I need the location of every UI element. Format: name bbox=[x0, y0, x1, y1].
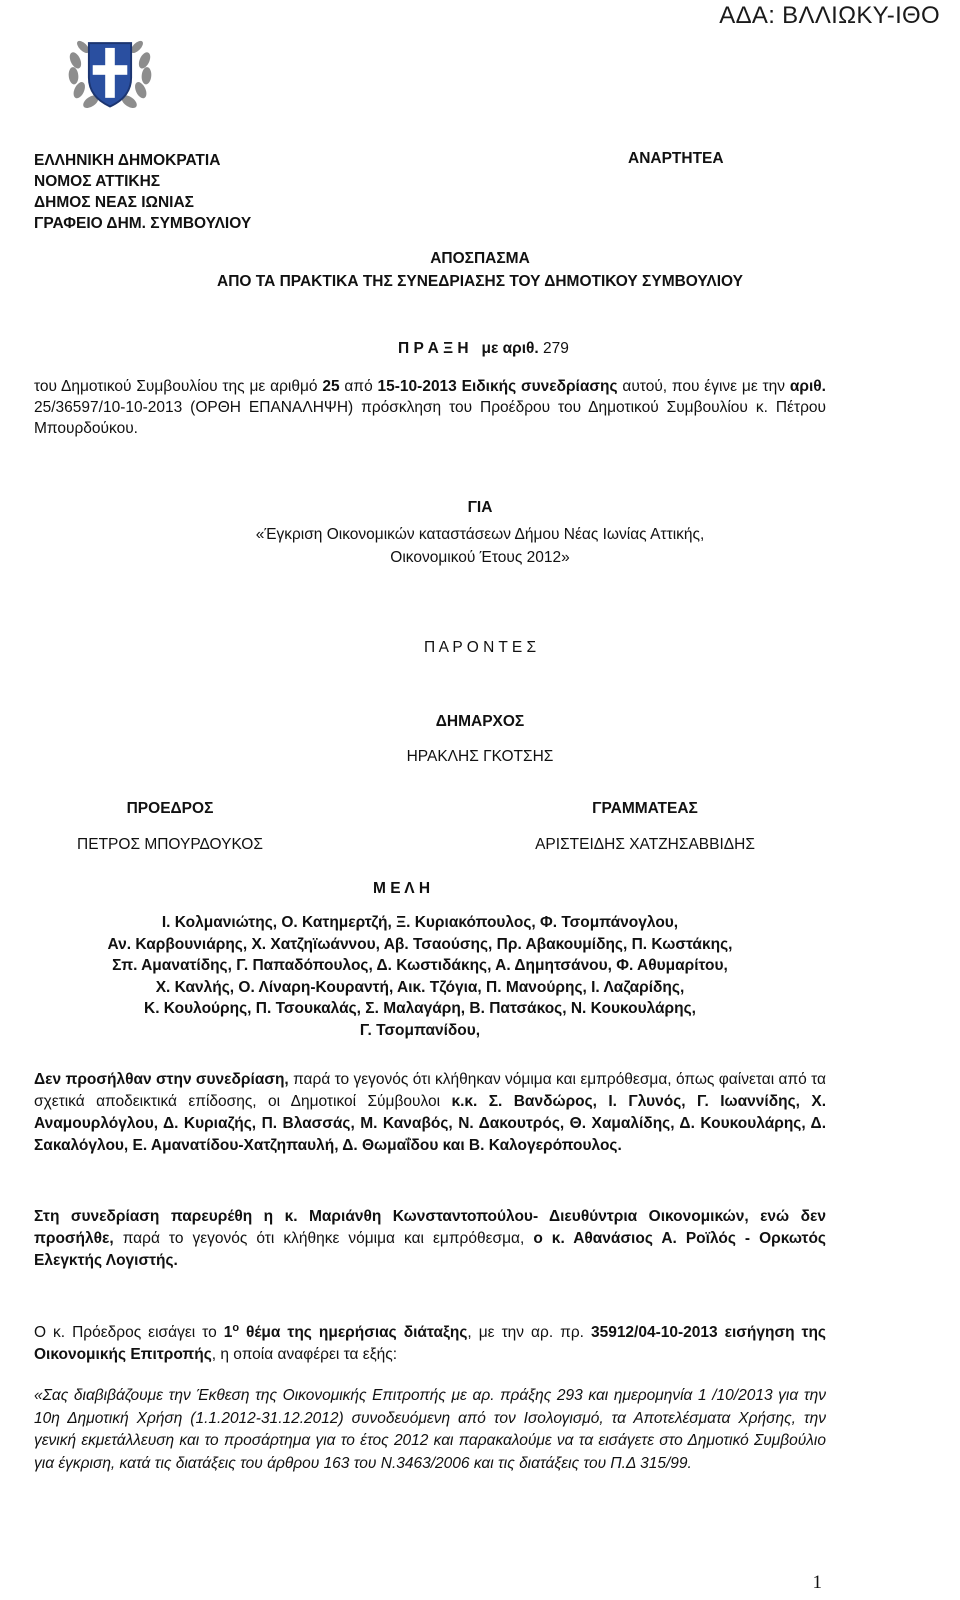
decision-number bbox=[398, 340, 569, 358]
header-line: ΕΛΛΗΝΙΚΗ ΔΗΜΟΚΡΑΤΙΑ bbox=[34, 152, 221, 169]
page-number: 1 bbox=[812, 1572, 822, 1593]
subject-line: «Έγκριση Οικονομικών καταστάσεων Δήμου Νέας Ιωνίας Αττικής, bbox=[255, 526, 705, 543]
members-line: Γ. Τσομπανίδου, bbox=[359, 1021, 481, 1039]
decision-value: 279 bbox=[543, 340, 569, 357]
staff-paragraph bbox=[34, 1206, 826, 1272]
greek-republic-emblem bbox=[62, 22, 158, 118]
agenda-item: θέμα της ημερήσιας διάταξης bbox=[239, 1324, 468, 1342]
document-subtitle: ΑΠΟ ΤΑ ΠΡΑΚΤΙΚΑ ΤΗΣ ΣΥΝΕΔΡΙΑΣΗΣ ΤΟΥ ΔΗΜΟΤΙΚΟΥ ΣΥΜΒΟΥΛΙΟΥ bbox=[217, 273, 743, 290]
ada-code: ΑΔΑ: ΒΛΛΙΩΚΥ-ΙΘΟ bbox=[719, 2, 940, 29]
header-line: ΔΗΜΟΣ ΝΕΑΣ ΙΩΝΙΑΣ bbox=[34, 194, 194, 211]
intro-text: αυτού, που έγινε με την bbox=[617, 378, 790, 395]
absent-members: κ.κ. Σ. Βανδώρος, Ι. Γλυνός, Γ. Ιωαννίδης, Χ. Αναμουρλόγλου, Δ. Κυριαζής, Π. Βλασσάς, Μ. Καναβός, Ν. Δακουτρός, Θ. Χαμαλίδης, Δ. Κουκουλάρης, Δ. Σακαλόγλου, Ε. Αμανατίδου-Χατζηπαυλή, Δ. Θωμαΐδου και Β. Καλογερόπουλος. bbox=[34, 1093, 826, 1154]
members-line: Κ. Κουλούρης, Π. Τσουκαλάς, Σ. Μαλαγάρη, Β. Πατσάκος, Ν. Κουκουλάρης, bbox=[144, 1000, 696, 1017]
agenda-item-number: 1 bbox=[223, 1324, 233, 1342]
document-title: ΑΠΟΣΠΑΣΜΑ bbox=[430, 250, 530, 267]
auditor-absent: ο κ. Αθανάσιος Α. Ροϊλός - Ορκωτός Ελεγκτής Λογιστής. bbox=[34, 1230, 826, 1269]
agenda-reference: 35912/04-10-2013 εισήγηση της Οικονομικής Επιτροπής bbox=[34, 1324, 826, 1364]
decision-label: Π Ρ Α Ξ Η με αριθ. bbox=[398, 340, 539, 357]
absent-paragraph bbox=[34, 1069, 826, 1157]
mayor-name: ΗΡΑΚΛΗΣ ΓΚΟΤΣΗΣ bbox=[406, 748, 554, 765]
gia-heading: ΓΙΑ bbox=[467, 499, 493, 516]
members-list bbox=[0, 912, 840, 1041]
absent-lead: Δεν προσήλθαν στην συνεδρίαση, bbox=[34, 1071, 289, 1088]
intro-text: από bbox=[339, 378, 378, 395]
session-date: 15-10-2013 Ειδικής συνεδρίασης bbox=[377, 378, 618, 395]
agenda-text: , η οποία αναφέρει τα εξής: bbox=[211, 1346, 398, 1364]
absent-text: παρά το γεγονός ότι κλήθηκαν νόμιμα και εμπρόθεσμα, όπως φαίνεται από τα σχετικά αποδεικτικά επίδοσης, οι Δημοτικοί Σύμβουλοι bbox=[34, 1071, 827, 1110]
issuer-header bbox=[34, 150, 251, 234]
members-line: Σπ. Αμανατίδης, Γ. Παπαδόπουλος, Δ. Κωστιδάκης, Α. Δημητσάνου, Φ. Αθυμαρίτου, bbox=[112, 957, 728, 974]
members-line: Ι. Κολμανιώτης, Ο. Κατημερτζή, Ξ. Κυριακόπουλος, Φ. Τσομπάνογλου, bbox=[161, 914, 679, 931]
intro-paragraph bbox=[34, 376, 826, 439]
staff-present: Στη συνεδρίαση παρευρέθη η κ. Μαριάνθη Κωνσταντοπούλου- Διευθύντρια Οικονομικών, ενώ δεν προσήλθε, bbox=[34, 1208, 826, 1247]
intro-text: 25/36597/10-10-2013 (ΟΡΘΗ ΕΠΑΝΑΛΗΨΗ) πρόσκληση του Προέδρου του Δημοτικού Συμβουλίου κ. Πέτρου Μπουρδούκου. bbox=[34, 399, 826, 437]
agenda-paragraph bbox=[34, 1317, 826, 1366]
session-number: 25 bbox=[322, 378, 340, 395]
agenda-ordinal: ο bbox=[232, 1322, 240, 1334]
members-line: Χ. Κανλής, Ο. Λίναρη-Κουραντή, Αικ. Τζόγια, Π. Μανούρης, Ι. Λαζαρίδης, bbox=[155, 978, 685, 996]
members-heading: Μ Ε Λ Η bbox=[373, 880, 431, 897]
staff-text: παρά το γεγονός ότι κλήθηκε νόμιμα και εμπρόθεσμα, bbox=[113, 1230, 534, 1247]
subject-line: Οικονομικού Έτους 2012» bbox=[390, 549, 570, 566]
president-label: ΠΡΟΕΔΡΟΣ bbox=[126, 800, 214, 817]
secretary-name: ΑΡΙΣΤΕΙΔΗΣ ΧΑΤΖΗΣΑΒΒΙΔΗΣ bbox=[535, 836, 755, 853]
agenda-text: Ο κ. Πρόεδρος εισάγει το bbox=[34, 1324, 224, 1342]
agenda-text: , με την αρ. πρ. bbox=[467, 1324, 591, 1342]
intro-bold: αριθ. bbox=[789, 378, 826, 395]
president-name: ΠΕΤΡΟΣ ΜΠΟΥΡΔΟΥΚΟΣ bbox=[77, 836, 263, 853]
mayor-label: ΔΗΜΑΡΧΟΣ bbox=[435, 713, 525, 730]
header-line: ΝΟΜΟΣ ΑΤΤΙΚΗΣ bbox=[34, 173, 161, 190]
quoted-proposal: «Σας διαβιβάζουμε την Έκθεση της Οικονομικής Επιτροπής με αρ. πράξης 293 και ημερομηνία 1 /10/2013 για την 10η Δημοτική Χρήση (1.1.2012-31.12.2012) συνοδευόμενη από τον Ισολογισμό, τα Αποτελέσματα Χρήσης, την γενική εκμετάλλευση και το προσάρτημα για το έτος 2012 και παρακαλούμε να τα εισάγετε στο Δημοτικό Συμβούλιο για έγκριση, κατά τις διατάξεις του άρθρου 163 του Ν.3463/2006 και τις διατάξεις του Π.Δ 315/99. bbox=[34, 1387, 826, 1472]
intro-text: του Δημοτικού Συμβουλίου της με αριθμό bbox=[34, 378, 323, 395]
secretary-label: ΓΡΑΜΜΑΤΕΑΣ bbox=[592, 800, 698, 817]
members-line: Αν. Καρβουνιάρης, Χ. Χατζηϊωάννου, Αβ. Τσαούσης, Πρ. Αβακουμίδης, Π. Κωστάκης, bbox=[107, 935, 733, 953]
header-line: ΓΡΑΦΕΙΟ ΔΗΜ. ΣΥΜΒΟΥΛΙΟΥ bbox=[34, 215, 252, 232]
present-heading: Π Α Ρ Ο Ν Τ Ε Σ bbox=[423, 639, 537, 656]
posting-label: ΑΝΑΡΤΗΤΕΑ bbox=[628, 150, 724, 167]
